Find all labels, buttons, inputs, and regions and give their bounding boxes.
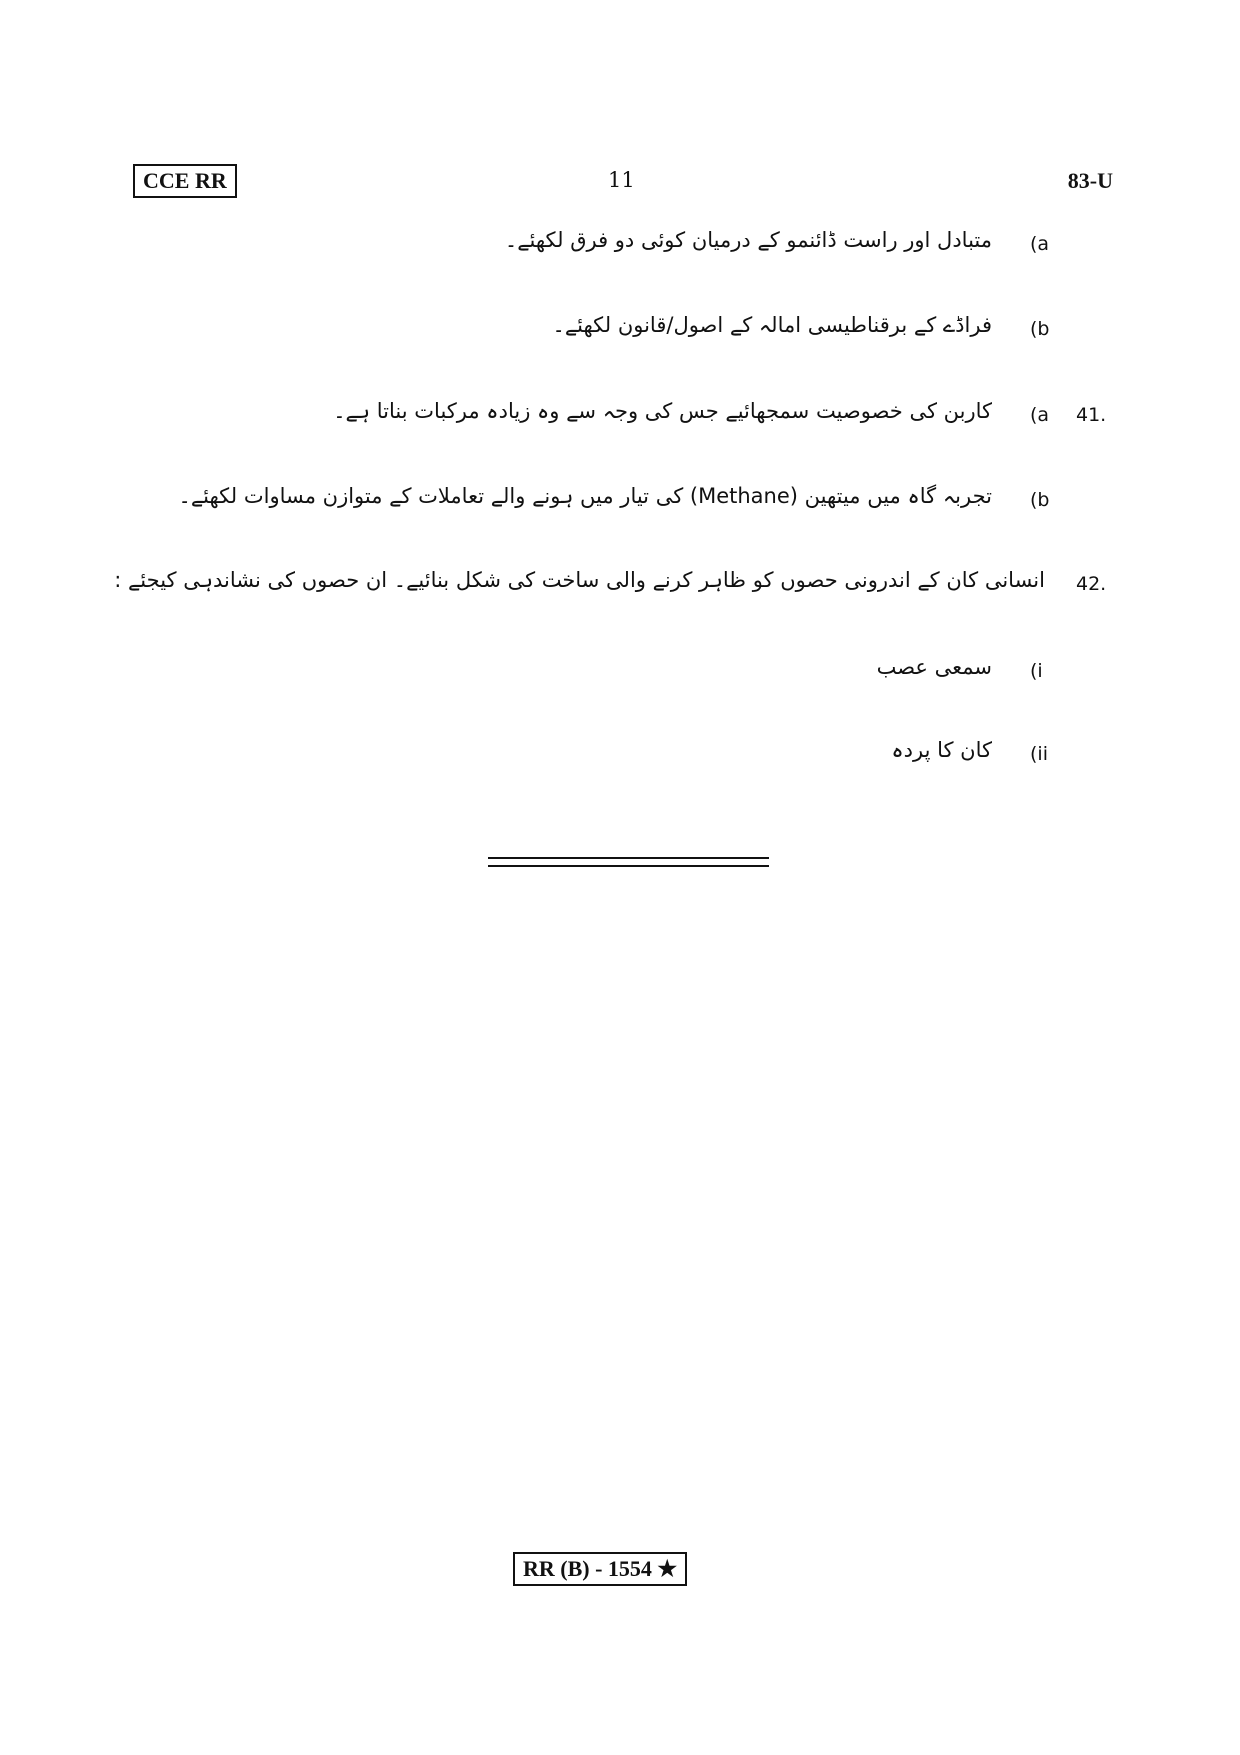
question-text: کاربن کی خصوصیت سمجھائیے جس کی وجہ سے وہ زیادہ مرکبات بناتا ہے۔ (333, 399, 992, 423)
page-number: 11 (608, 168, 635, 192)
question-label: (i (1030, 660, 1043, 682)
header-code-box: CCE RR (133, 164, 237, 198)
question-text: سمعی عصب (876, 655, 992, 679)
question-text: کان کا پردہ (891, 738, 992, 762)
question-label: (b (1030, 489, 1050, 511)
paper-code: 83-U (1067, 168, 1113, 193)
footer-code-box: RR (B) - 1554 ★ (513, 1552, 687, 1586)
question-text: انسانی کان کے اندرونی حصوں کو ظاہر کرنے والی ساخت کی شکل بنائیے۔ ان حصوں کی نشاندہی کیجئے : (114, 568, 1045, 592)
end-double-rule (488, 857, 769, 867)
question-number: 42. (1076, 573, 1107, 595)
question-text: متبادل اور راست ڈائنمو کے درمیان کوئی دو فرق لکھئے۔ (504, 228, 992, 252)
question-text: تجربہ گاہ میں میتھین (Methane) کی تیار میں ہونے والے تعاملات کے متوازن مساوات لکھئے۔ (178, 484, 992, 508)
question-text: فراڈے کے برقناطیسی امالہ کے اصول/قانون لکھئے۔ (552, 313, 992, 337)
question-number: 41. (1076, 404, 1107, 426)
question-label: (a (1030, 233, 1050, 255)
question-label: (b (1030, 318, 1050, 340)
question-label: (ii (1030, 743, 1048, 765)
question-label: (a (1030, 404, 1050, 426)
